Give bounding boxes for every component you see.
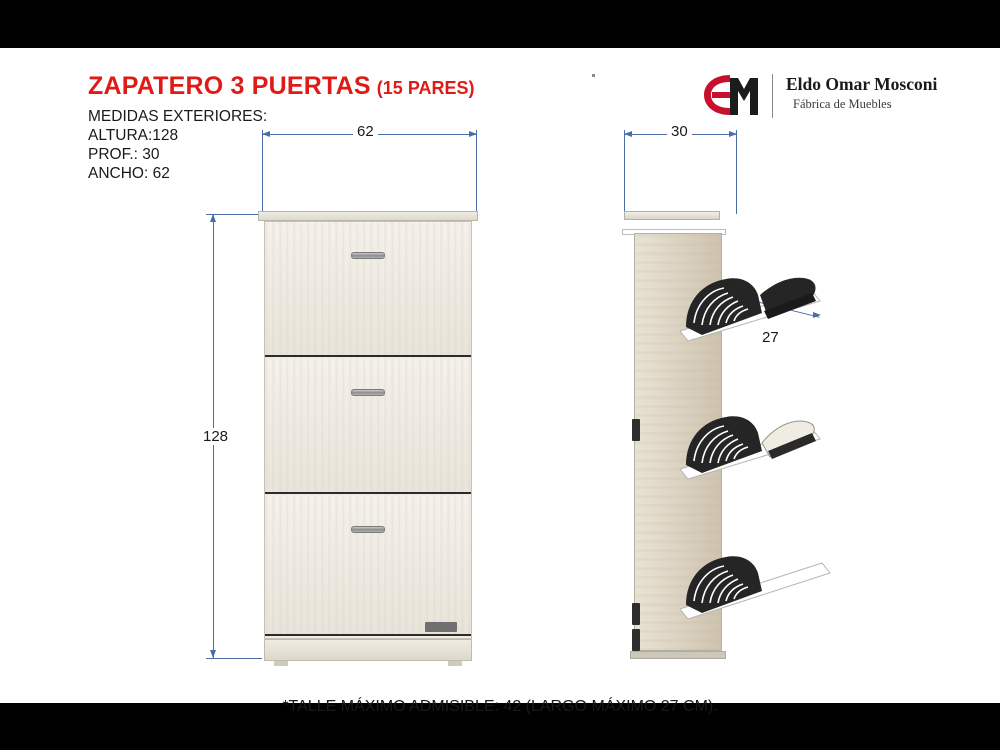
shoe-length-label: 27 [758, 329, 783, 346]
side-ext-line-left [624, 130, 625, 214]
brand-plate [425, 622, 457, 632]
drawer-front-3[interactable] [265, 496, 471, 636]
cabinet-foot-left [274, 661, 288, 666]
front-height-arrow-top [210, 214, 216, 222]
hinge-1 [632, 419, 640, 441]
drawer-handle-3[interactable] [351, 526, 385, 533]
cabinet-body [264, 221, 472, 639]
registration-tick [592, 74, 595, 77]
measure-height: ALTURA:128 [88, 127, 179, 144]
exterior-measures [88, 107, 608, 183]
front-width-label: 62 [353, 123, 378, 140]
side-ext-line-right [736, 130, 737, 214]
side-depth-arrow-right [729, 131, 737, 137]
side-top-cap [624, 211, 720, 220]
hinge-2 [632, 603, 640, 625]
page-title-pairs: (15 PARES) [376, 78, 475, 98]
tray-assembly-2[interactable] [672, 399, 852, 519]
side-depth-arrow-left [624, 131, 632, 137]
title-block [88, 72, 608, 183]
company-name: Eldo Omar Mosconi [786, 74, 938, 94]
logo-divider [772, 74, 773, 118]
front-width-arrow-right [469, 131, 477, 137]
drawer-handle-2[interactable] [351, 389, 385, 396]
measure-depth: PROF.: 30 [88, 146, 160, 163]
front-ext-line-left [262, 130, 263, 214]
side-base-feet [630, 651, 726, 659]
front-ext-line-right [476, 130, 477, 214]
front-elevation [258, 211, 478, 663]
em-monogram-icon [700, 72, 762, 118]
side-section [620, 211, 850, 663]
measure-width: ANCHO: 62 [88, 165, 170, 182]
measures-heading: MEDIDAS EXTERIORES: [88, 108, 268, 125]
tray-assembly-1[interactable] [672, 261, 852, 381]
cabinet-top-panel [258, 211, 478, 221]
drawer-front-1[interactable] [265, 222, 471, 357]
company-logo [700, 72, 940, 126]
cabinet-plinth [264, 639, 472, 661]
front-height-label: 128 [199, 428, 232, 445]
hinge-3 [632, 629, 640, 651]
front-height-arrow-bottom [210, 650, 216, 658]
drawer-handle-1[interactable] [351, 252, 385, 259]
max-size-note: *TALLE MÁXIMO ADMISIBLE: 42 (LARGO MÁXIMO 27 CM). [282, 698, 718, 715]
front-width-arrow-left [262, 131, 270, 137]
tray-assembly-3[interactable] [672, 539, 852, 659]
front-ext-line-bottom [206, 658, 262, 659]
cabinet-foot-right [448, 661, 462, 666]
side-depth-label: 30 [667, 123, 692, 140]
drawer-front-2[interactable] [265, 359, 471, 494]
drawing-sheet [0, 48, 1000, 715]
page-title: ZAPATERO 3 PUERTAS [88, 72, 371, 100]
company-tagline: Fábrica de Muebles [793, 97, 892, 111]
